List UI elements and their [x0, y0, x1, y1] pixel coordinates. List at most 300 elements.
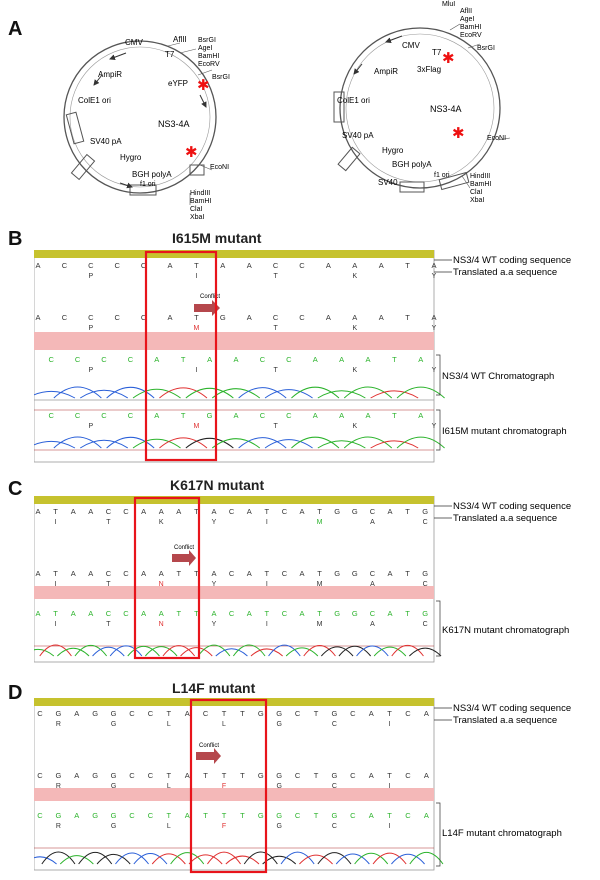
mut-base: C — [350, 771, 356, 780]
site-label: MluI — [442, 1, 456, 8]
chrom-aa: A — [370, 621, 375, 628]
site-label: BamHI — [460, 24, 482, 31]
chrom-aa: F — [221, 823, 227, 830]
ref-aa: C — [331, 721, 337, 728]
chrom-base: G — [276, 811, 283, 820]
annotation-label: NS3/4 WT Chromatograph — [442, 371, 555, 382]
chrom-base: C — [127, 411, 134, 420]
mut-aa: I — [265, 581, 268, 588]
site-label: BamHI — [198, 53, 220, 60]
ref-aa: K — [158, 519, 164, 526]
mut-aa: L — [166, 783, 171, 790]
feature-label: ColE1 ori — [337, 96, 370, 105]
feature-label: eYFP — [168, 79, 189, 88]
ref-base: C — [299, 261, 305, 270]
annotation-label: NS3/4 WT coding sequence — [453, 501, 572, 512]
ref-aa: L — [222, 721, 226, 728]
chrom-aa: T — [273, 367, 278, 374]
panel-label-a: A — [8, 18, 23, 40]
mut-base: C — [105, 569, 112, 578]
chrom-base: T — [392, 355, 397, 364]
mut-base: C — [129, 771, 135, 780]
feature-label: AmpiR — [374, 67, 399, 76]
mut-base: A — [325, 313, 331, 322]
chrom-base: T — [387, 811, 392, 820]
mut-aa: T — [106, 581, 111, 588]
chrom-base: T — [53, 609, 58, 618]
ref-aa: G — [110, 721, 117, 728]
ref-base: C — [281, 507, 288, 516]
chrom-base: A — [74, 811, 80, 820]
mut-base: A — [431, 313, 437, 322]
site-label: AflII — [173, 35, 187, 44]
ref-base: C — [202, 709, 209, 718]
site-label: ClaI — [470, 189, 483, 196]
star-icon: ✱ — [452, 125, 465, 142]
mut-aa: G — [276, 783, 282, 790]
ref-base: G — [351, 507, 358, 516]
ref-base: T — [313, 709, 319, 718]
chrom-base: T — [176, 609, 182, 618]
site-label: AflII — [460, 8, 473, 15]
mut-base: G — [55, 771, 62, 780]
mut-base: C — [114, 313, 120, 322]
feature-label: f1 ori — [140, 181, 156, 188]
site-label: XbaI — [190, 214, 205, 221]
chrom-base: A — [418, 355, 424, 364]
chrom-aa: I — [195, 367, 198, 374]
chrom-base: C — [281, 609, 288, 618]
chrom-base: T — [240, 811, 245, 820]
site-label: BsrGI — [198, 37, 216, 44]
feature-label: 3xFlag — [417, 65, 442, 74]
chrom-base: C — [129, 811, 135, 820]
site-label: XbaI — [470, 197, 485, 204]
ref-base: A — [167, 261, 173, 270]
ref-base: A — [368, 709, 374, 718]
mut-base: A — [423, 771, 429, 780]
mut-base: G — [351, 569, 358, 578]
chrom-base: A — [339, 411, 345, 420]
chrom-base: A — [312, 411, 318, 420]
chrom-aa: I — [265, 621, 268, 628]
site-label: ClaI — [190, 206, 203, 213]
mut-base: G — [92, 771, 99, 780]
ref-base: C — [123, 507, 129, 516]
mut-base: C — [140, 313, 147, 322]
ref-base: G — [422, 507, 429, 516]
ref-base: T — [194, 507, 199, 516]
mut-base: C — [281, 569, 288, 578]
ref-base: C — [272, 261, 279, 270]
ref-base: C — [129, 709, 135, 718]
ref-base: A — [184, 709, 190, 718]
mut-base: C — [405, 771, 411, 780]
mut-base: T — [194, 569, 199, 578]
chrom-base: A — [233, 355, 239, 364]
mut-base: T — [317, 569, 322, 578]
chrom-base: C — [147, 811, 154, 820]
ref-base: G — [55, 709, 62, 718]
feature-label: AmpiR — [98, 70, 123, 79]
chrom-aa: T — [273, 423, 278, 430]
mut-base: T — [240, 771, 245, 780]
chrom-aa: Y — [431, 423, 437, 430]
chrom-base: A — [418, 411, 424, 420]
ref-base: A — [88, 507, 94, 516]
mut-aa: I — [54, 581, 57, 588]
ref-aa: K — [352, 273, 358, 280]
mut-base: A — [246, 313, 252, 322]
mut-base: G — [276, 771, 283, 780]
feature-label: SV40 — [378, 178, 398, 187]
mut-aa: N — [158, 581, 164, 588]
chrom-base: A — [339, 355, 345, 364]
chrom-base: T — [180, 355, 186, 364]
chrom-base: G — [334, 609, 341, 618]
panel-label-d: D — [8, 682, 23, 704]
ref-base: G — [276, 709, 283, 718]
chrom-aa: P — [88, 423, 94, 430]
panel-title-b: I615M mutant — [172, 230, 262, 246]
ref-base: A — [74, 709, 80, 718]
ref-aa: T — [273, 273, 278, 280]
chrom-base: C — [228, 609, 235, 618]
annotation-label: I615M mutant chromatograph — [442, 426, 567, 437]
ref-base: C — [369, 507, 376, 516]
ref-base: C — [350, 709, 356, 718]
chrom-base: A — [70, 609, 76, 618]
mut-aa: A — [370, 581, 375, 588]
chrom-base: C — [286, 355, 292, 364]
site-label: EcoRV — [198, 61, 220, 68]
ref-base: A — [176, 507, 182, 516]
ref-aa: I — [54, 519, 57, 526]
mut-base: T — [264, 569, 270, 578]
mut-base: C — [147, 771, 154, 780]
chrom-aa: K — [352, 367, 358, 374]
chrom-base: C — [286, 411, 292, 420]
mut-aa: T — [273, 325, 278, 332]
chrom-base: A — [365, 411, 371, 420]
ref-base: T — [264, 507, 270, 516]
chrom-base: C — [294, 811, 301, 820]
chrom-base: A — [154, 355, 160, 364]
conflict-band — [34, 788, 434, 801]
chrom-base: C — [101, 355, 107, 364]
ref-aa: Y — [211, 519, 217, 526]
mut-base: A — [74, 771, 80, 780]
chrom-base: A — [154, 411, 160, 420]
annotation-label: Translated a.a sequence — [453, 267, 558, 278]
ref-base: A — [35, 507, 41, 516]
ref-base: A — [387, 507, 393, 516]
alignment-panel-d — [34, 698, 600, 878]
ref-base: G — [92, 709, 99, 718]
chrom-base: A — [246, 609, 252, 618]
chrom-base: T — [221, 811, 227, 820]
ref-aa: I — [265, 519, 268, 526]
ref-base: C — [294, 709, 301, 718]
chrom-base: A — [207, 355, 213, 364]
mut-base: T — [53, 569, 58, 578]
chrom-base: T — [317, 609, 322, 618]
chrom-base: A — [158, 609, 164, 618]
chrom-aa: K — [352, 423, 358, 430]
chrom-base: G — [206, 411, 213, 420]
mut-base: T — [387, 771, 392, 780]
site-label: BamHI — [470, 181, 492, 188]
site-label: HindIII — [190, 190, 211, 197]
conflict-label: Conflict — [174, 545, 195, 551]
annotation-label: Translated a.a sequence — [453, 513, 558, 524]
chrom-base: G — [257, 811, 264, 820]
ref-base: A — [246, 507, 252, 516]
chrom-base: A — [35, 609, 41, 618]
mut-base: T — [203, 771, 208, 780]
chrom-base: C — [37, 811, 43, 820]
mut-base: C — [272, 313, 279, 322]
conflict-band — [34, 332, 434, 350]
chrom-aa: M — [316, 621, 323, 628]
alignment-panel-b — [34, 250, 600, 465]
feature-label: SV40 pA — [90, 137, 122, 146]
chrom-aa: I — [54, 621, 57, 628]
chrom-base: G — [331, 811, 338, 820]
chrom-base: A — [368, 811, 374, 820]
mut-aa: C — [331, 783, 337, 790]
mut-aa: C — [422, 581, 428, 588]
mut-base: C — [61, 313, 68, 322]
header-bar — [34, 496, 434, 504]
annotation-label: NS3/4 WT coding sequence — [453, 703, 572, 714]
ref-base: C — [61, 261, 68, 270]
ref-base: A — [70, 507, 76, 516]
feature-label: CMV — [125, 38, 143, 47]
site-label: BsrGI — [212, 74, 230, 81]
ref-base: A — [423, 709, 429, 718]
plasmid-map-1 — [40, 15, 280, 230]
mut-base: G — [334, 569, 341, 578]
chrom-base: C — [405, 811, 411, 820]
chrom-aa: C — [422, 621, 428, 628]
ref-base: T — [387, 709, 392, 718]
mut-base: A — [167, 313, 173, 322]
chrom-aa: G — [110, 823, 117, 830]
feature-label: T7 — [165, 50, 175, 59]
chrom-base: C — [259, 411, 266, 420]
ref-base: C — [37, 709, 43, 718]
plasmid-map-2 — [322, 0, 562, 225]
mut-base: C — [228, 569, 235, 578]
chrom-aa: R — [55, 823, 61, 830]
chrom-base: G — [110, 811, 117, 820]
annotation-label: Translated a.a sequence — [453, 715, 558, 726]
chrom-aa: P — [88, 367, 94, 374]
feature-label: Hygro — [382, 146, 404, 155]
ref-base: C — [228, 507, 235, 516]
mut-base: A — [246, 569, 252, 578]
conflict-label: Conflict — [199, 743, 220, 749]
site-label: EcoNI — [210, 164, 230, 171]
annotation-label: NS3/4 WT coding sequence — [453, 255, 572, 266]
mut-base: A — [141, 569, 147, 578]
mut-aa: R — [55, 783, 61, 790]
mut-base: A — [35, 313, 41, 322]
mut-base: G — [219, 313, 226, 322]
mut-base: T — [405, 569, 410, 578]
chrom-base: T — [313, 811, 319, 820]
ref-base: T — [221, 709, 227, 718]
mut-base: C — [299, 313, 305, 322]
chrom-base: G — [422, 609, 429, 618]
chrom-aa: Y — [431, 367, 437, 374]
mut-base: T — [194, 313, 199, 322]
ref-base: A — [158, 507, 164, 516]
panel-label-c: C — [8, 478, 23, 500]
chrom-aa: Y — [211, 621, 217, 628]
ref-aa: R — [55, 721, 61, 728]
star-icon: ✱ — [185, 144, 198, 161]
mut-base: A — [158, 569, 164, 578]
chrom-base: C — [123, 609, 129, 618]
mut-base: A — [368, 771, 374, 780]
mut-aa: I — [388, 783, 391, 790]
star-icon: ✱ — [197, 77, 210, 94]
ref-base: A — [378, 261, 384, 270]
ref-base: G — [334, 507, 341, 516]
ref-aa: I — [195, 273, 198, 280]
chrom-base: C — [48, 355, 54, 364]
chrom-aa: L — [166, 823, 171, 830]
feature-label: f1 ori — [434, 172, 450, 179]
chrom-base: A — [423, 811, 429, 820]
mut-base: A — [387, 569, 393, 578]
chrom-base: A — [387, 609, 393, 618]
chrom-base: C — [350, 811, 356, 820]
chrom-base: T — [203, 811, 208, 820]
site-label: EcoNI — [487, 135, 507, 142]
ref-aa: A — [370, 519, 375, 526]
mut-base: A — [35, 569, 41, 578]
chrom-base: A — [233, 411, 239, 420]
chrom-base: A — [141, 609, 147, 618]
mut-base: T — [166, 771, 172, 780]
site-label: HindIII — [470, 173, 491, 180]
mut-base: G — [110, 771, 117, 780]
conflict-label: Conflict — [200, 294, 221, 300]
ref-base: T — [405, 261, 410, 270]
feature-label: SV40 pA — [342, 131, 374, 140]
chrom-base: A — [88, 609, 94, 618]
ref-base: T — [194, 261, 199, 270]
ref-base: A — [299, 507, 305, 516]
mut-base: C — [88, 313, 94, 322]
ref-base: C — [88, 261, 94, 270]
mut-aa: K — [352, 325, 358, 332]
mut-base: A — [211, 569, 217, 578]
mut-base: A — [352, 313, 358, 322]
ref-aa: T — [106, 519, 111, 526]
feature-label: NS3-4A — [158, 119, 190, 129]
chrom-base: A — [211, 609, 217, 618]
ref-aa: P — [88, 273, 94, 280]
chrom-base: A — [184, 811, 190, 820]
mut-base: C — [294, 771, 301, 780]
feature-label: BGH polyA — [132, 170, 172, 179]
feature-label: ColE1 ori — [78, 96, 111, 105]
chrom-base: A — [365, 355, 371, 364]
feature-label: CMV — [402, 41, 420, 50]
chrom-base: T — [194, 609, 199, 618]
chrom-base: T — [405, 609, 410, 618]
site-label: BamHI — [190, 198, 212, 205]
chrom-base: C — [127, 355, 134, 364]
chrom-base: G — [92, 811, 99, 820]
ref-base: G — [331, 709, 338, 718]
star-icon: ✱ — [442, 50, 455, 67]
ref-aa: M — [316, 519, 323, 526]
ref-base: C — [405, 709, 411, 718]
ref-base: A — [211, 507, 217, 516]
site-label: BsrGI — [477, 45, 495, 52]
feature-label: NS3-4A — [430, 104, 462, 114]
mut-base: G — [257, 771, 264, 780]
annotation-label: K617N mutant chromatograph — [442, 625, 570, 636]
ref-base: A — [431, 261, 437, 270]
chrom-base: C — [101, 411, 107, 420]
panel-title-d: L14F mutant — [172, 680, 256, 696]
annotation-label: L14F mutant chromatograph — [442, 828, 562, 839]
chrom-base: T — [166, 811, 172, 820]
site-label: AgeI — [460, 16, 475, 23]
chrom-base: A — [312, 355, 318, 364]
site-label: AgeI — [198, 45, 213, 52]
chrom-base: T — [392, 411, 397, 420]
ref-base: T — [166, 709, 172, 718]
mut-aa: M — [193, 325, 200, 332]
mut-base: T — [176, 569, 182, 578]
mut-aa: P — [88, 325, 94, 332]
chrom-base: C — [105, 609, 112, 618]
ref-aa: C — [422, 519, 428, 526]
ref-base: T — [53, 507, 58, 516]
mut-aa: M — [316, 581, 323, 588]
mut-aa: F — [221, 783, 227, 790]
mut-base: C — [123, 569, 129, 578]
ref-aa: I — [388, 721, 391, 728]
feature-label: T7 — [432, 48, 442, 57]
ref-base: A — [141, 507, 147, 516]
ref-base: C — [114, 261, 120, 270]
ref-base: G — [110, 709, 117, 718]
panel-title-c: K617N mutant — [170, 477, 265, 493]
chrom-aa: T — [106, 621, 111, 628]
site-label: EcoRV — [460, 32, 482, 39]
chrom-aa: G — [276, 823, 282, 830]
mut-base: A — [70, 569, 76, 578]
ref-base: C — [140, 261, 147, 270]
ref-base: A — [246, 261, 252, 270]
ref-aa: Y — [431, 273, 437, 280]
ref-base: T — [240, 709, 245, 718]
chrom-aa: I — [388, 823, 391, 830]
ref-base: T — [317, 507, 322, 516]
mut-base: G — [422, 569, 429, 578]
ref-base: A — [352, 261, 358, 270]
chrom-base: G — [55, 811, 62, 820]
ref-base: C — [147, 709, 154, 718]
